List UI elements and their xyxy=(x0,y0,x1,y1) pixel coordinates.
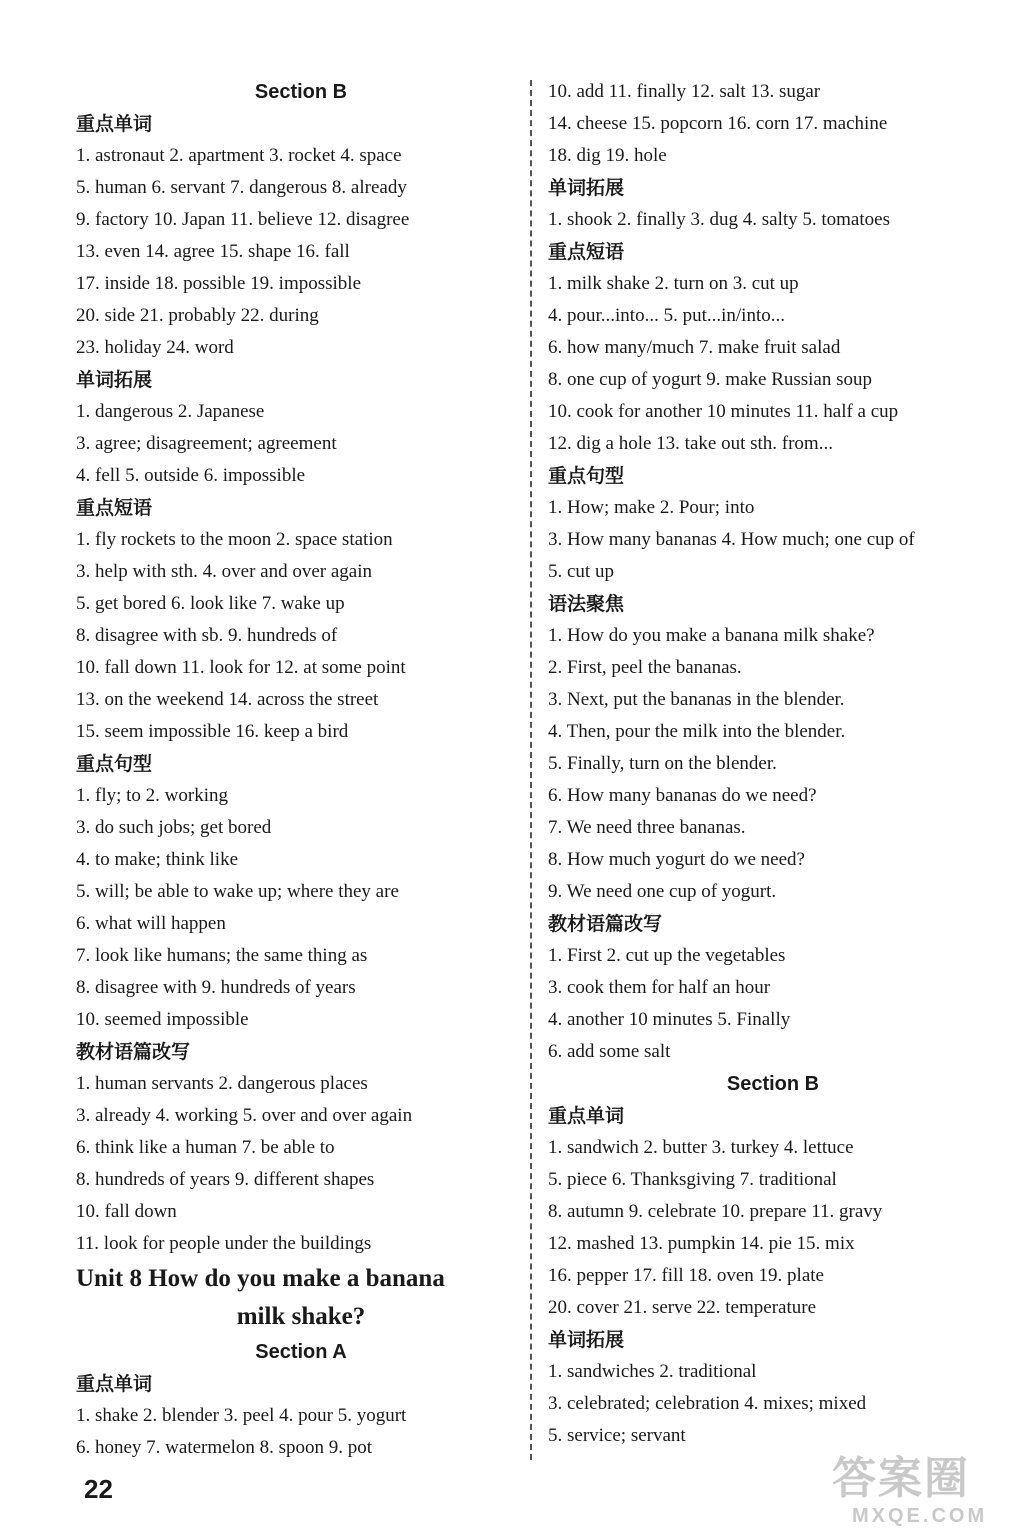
watermark-logo xyxy=(832,1454,1002,1530)
answer-line: 8. disagree with 9. hundreds of years xyxy=(76,977,356,998)
answer-line: 9. We need one cup of yogurt. xyxy=(548,881,777,902)
answer-line: 5. service; servant xyxy=(548,1425,686,1446)
answer-line: 4. fell 5. outside 6. impossible xyxy=(76,465,306,486)
answer-line: 5. get bored 6. look like 7. wake up xyxy=(76,593,345,614)
answer-line: 3. already 4. working 5. over and over again xyxy=(76,1105,413,1126)
answer-line: 14. cheese 15. popcorn 16. corn 17. machine xyxy=(548,113,888,134)
answer-line: 5. Finally, turn on the blender. xyxy=(548,753,777,774)
category-heading: 重点单词 xyxy=(76,1373,153,1395)
answer-line: 7. We need three bananas. xyxy=(548,817,746,838)
answer-line: 1. astronaut 2. apartment 3. rocket 4. space xyxy=(76,145,402,166)
left-column xyxy=(76,76,526,1464)
page-number: 22 xyxy=(84,1474,113,1504)
answer-line: 1. sandwiches 2. traditional xyxy=(548,1361,757,1382)
column-divider xyxy=(530,80,532,1460)
category-heading: 重点短语 xyxy=(548,241,625,263)
answer-line: 13. even 14. agree 15. shape 16. fall xyxy=(76,241,350,262)
unit-title: Unit 8 How do you make a banana xyxy=(76,1265,445,1292)
answer-line: 6. honey 7. watermelon 8. spoon 9. pot xyxy=(76,1437,373,1458)
section-heading: Section B xyxy=(254,81,348,103)
category-heading: 教材语篇改写 xyxy=(548,913,663,935)
answer-line: 1. dangerous 2. Japanese xyxy=(76,401,265,422)
answer-line: 1. How do you make a banana milk shake? xyxy=(548,625,875,646)
answer-line: 10. cook for another 10 minutes 11. half a cup xyxy=(548,401,899,422)
answer-line: 12. mashed 13. pumpkin 14. pie 15. mix xyxy=(548,1233,855,1254)
answer-line: 6. How many bananas do we need? xyxy=(548,785,817,806)
answer-line: 1. human servants 2. dangerous places xyxy=(76,1073,368,1094)
answer-line: 1. sandwich 2. butter 3. turkey 4. lettuce xyxy=(548,1137,854,1158)
answer-line: 1. How; make 2. Pour; into xyxy=(548,497,755,518)
category-heading: 教材语篇改写 xyxy=(76,1041,191,1063)
answer-line: 18. dig 19. hole xyxy=(548,145,667,166)
answer-line: 3. cook them for half an hour xyxy=(548,977,771,998)
answer-line: 11. look for people under the buildings xyxy=(76,1233,372,1254)
answer-line: 5. cut up xyxy=(548,561,614,582)
answer-line: 5. human 6. servant 7. dangerous 8. already xyxy=(76,177,407,198)
answer-line: 8. How much yogurt do we need? xyxy=(548,849,805,870)
answer-line: 4. to make; think like xyxy=(76,849,239,870)
answer-line: 10. add 11. finally 12. salt 13. sugar xyxy=(548,81,821,102)
answer-line: 20. cover 21. serve 22. temperature xyxy=(548,1297,817,1318)
category-heading: 重点单词 xyxy=(548,1105,625,1127)
answer-line: 5. piece 6. Thanksgiving 7. traditional xyxy=(548,1169,837,1190)
answer-line: 6. how many/much 7. make fruit salad xyxy=(548,337,841,358)
section-heading: Section B xyxy=(726,1073,820,1095)
answer-line: 20. side 21. probably 22. during xyxy=(76,305,319,326)
category-heading: 重点单词 xyxy=(76,113,153,135)
answer-line: 7. look like humans; the same thing as xyxy=(76,945,368,966)
answer-line: 1. shake 2. blender 3. peel 4. pour 5. yogurt xyxy=(76,1405,407,1426)
answer-line: 6. think like a human 7. be able to xyxy=(76,1137,335,1158)
answer-line: 8. hundreds of years 9. different shapes xyxy=(76,1169,375,1190)
category-heading: 单词拓展 xyxy=(548,1329,625,1351)
answer-line: 10. seemed impossible xyxy=(76,1009,249,1030)
answer-line: 8. one cup of yogurt 9. make Russian soup xyxy=(548,369,873,390)
answer-line: 4. another 10 minutes 5. Finally xyxy=(548,1009,791,1030)
category-heading: 重点句型 xyxy=(76,753,153,775)
answer-line: 1. fly rockets to the moon 2. space station xyxy=(76,529,393,550)
category-heading: 重点句型 xyxy=(548,465,625,487)
unit-title-continued: milk shake? xyxy=(236,1303,366,1330)
right-column xyxy=(548,76,998,1452)
category-heading: 单词拓展 xyxy=(548,177,625,199)
answer-line: 5. will; be able to wake up; where they are xyxy=(76,881,399,902)
answer-line: 13. on the weekend 14. across the street xyxy=(76,689,379,710)
answer-line: 17. inside 18. possible 19. impossible xyxy=(76,273,361,294)
answer-line: 2. First, peel the bananas. xyxy=(548,657,742,678)
answer-line: 10. fall down xyxy=(76,1201,177,1222)
answer-line: 3. do such jobs; get bored xyxy=(76,817,272,838)
answer-line: 1. First 2. cut up the vegetables xyxy=(548,945,786,966)
answer-line: 8. autumn 9. celebrate 10. prepare 11. gravy xyxy=(548,1201,883,1222)
answer-line: 9. factory 10. Japan 11. believe 12. disagree xyxy=(76,209,410,230)
answer-line: 1. milk shake 2. turn on 3. cut up xyxy=(548,273,799,294)
category-heading: 语法聚焦 xyxy=(548,593,625,615)
answer-line: 16. pepper 17. fill 18. oven 19. plate xyxy=(548,1265,824,1286)
answer-line: 6. what will happen xyxy=(76,913,226,934)
answer-line: 4. Then, pour the milk into the blender. xyxy=(548,721,846,742)
answer-line: 3. help with sth. 4. over and over again xyxy=(76,561,373,582)
answer-line: 15. seem impossible 16. keep a bird xyxy=(76,721,349,742)
answer-line: 8. disagree with sb. 9. hundreds of xyxy=(76,625,338,646)
answer-line: 3. Next, put the bananas in the blender. xyxy=(548,689,845,710)
watermark-title: 答案圈 xyxy=(832,1453,970,1504)
answer-line: 3. celebrated; celebration 4. mixes; mixed xyxy=(548,1393,867,1414)
answer-line: 1. fly; to 2. working xyxy=(76,785,228,806)
answer-line: 10. fall down 11. look for 12. at some point xyxy=(76,657,406,678)
answer-line: 3. How many bananas 4. How much; one cup of xyxy=(548,529,915,550)
category-heading: 重点短语 xyxy=(76,497,153,519)
answer-line: 23. holiday 24. word xyxy=(76,337,234,358)
answer-line: 12. dig a hole 13. take out sth. from... xyxy=(548,433,833,454)
watermark-domain: MXQE.COM xyxy=(852,1505,988,1527)
category-heading: 单词拓展 xyxy=(76,369,153,391)
answer-line: 6. add some salt xyxy=(548,1041,671,1062)
section-heading: Section A xyxy=(255,1341,347,1363)
answer-line: 3. agree; disagreement; agreement xyxy=(76,433,337,454)
answer-line: 1. shook 2. finally 3. dug 4. salty 5. tomatoes xyxy=(548,209,890,230)
answer-line: 4. pour...into... 5. put...in/into... xyxy=(548,305,785,326)
